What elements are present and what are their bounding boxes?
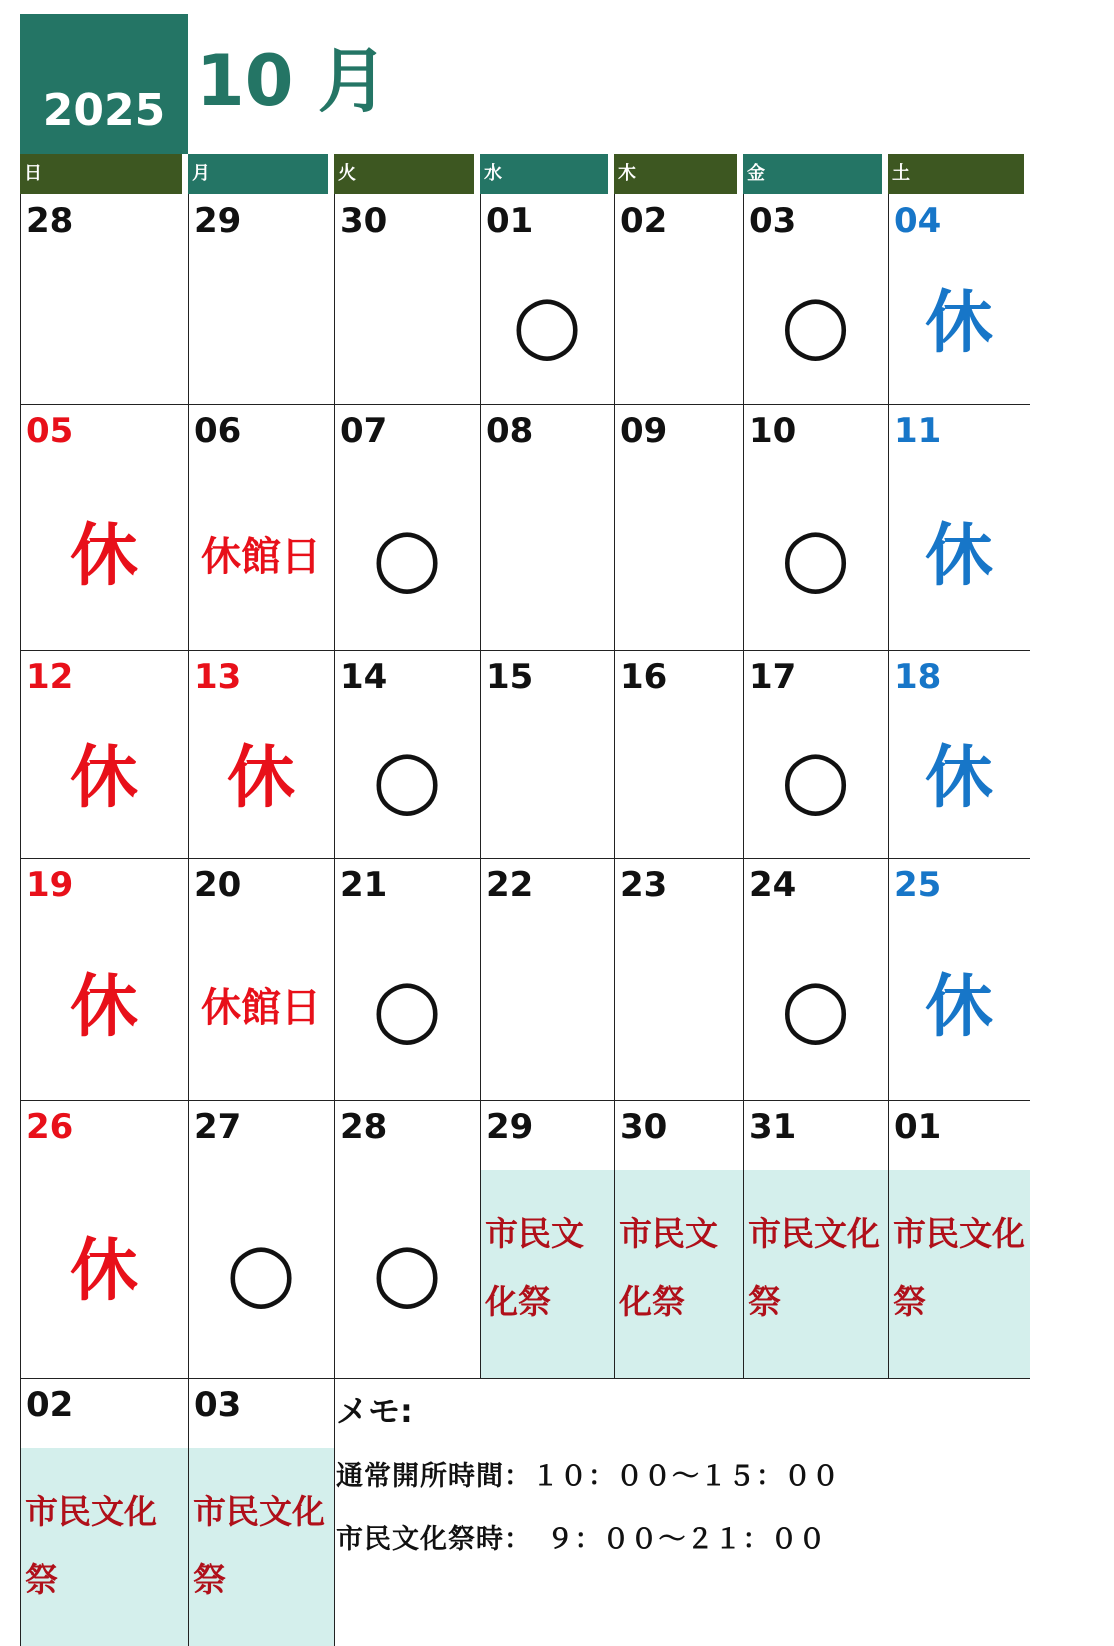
grid-line-vertical	[743, 194, 744, 1378]
day-number: 26	[26, 1107, 74, 1147]
memo-section	[336, 1386, 1036, 1556]
open-mark: ○	[780, 961, 851, 1054]
library-closed-label: 休館日	[201, 985, 321, 1031]
day-cell	[743, 650, 888, 858]
day-number: 14	[340, 657, 388, 697]
day-cell	[614, 858, 743, 1100]
day-number: 17	[749, 657, 797, 697]
closed-mark: 休	[69, 517, 138, 596]
event-label: 市民文化祭	[25, 1492, 157, 1599]
grid-line-vertical	[188, 1378, 189, 1646]
day-number: 28	[340, 1107, 388, 1147]
day-number: 07	[340, 411, 388, 451]
open-mark: ○	[372, 732, 442, 825]
day-cell	[334, 194, 480, 404]
open-mark: ○	[512, 277, 582, 370]
day-number: 16	[620, 657, 668, 697]
open-mark: ○	[226, 1225, 296, 1318]
memo-title: メモ:	[336, 1392, 413, 1430]
open-mark: ○	[372, 961, 442, 1054]
day-number: 03	[749, 201, 797, 241]
event-label: 市民文化祭	[619, 1214, 718, 1321]
day-cell	[480, 1100, 614, 1378]
grid-line-horizontal	[20, 1100, 1030, 1101]
closed-mark: 休	[924, 517, 993, 596]
day-number: 30	[620, 1107, 668, 1147]
day-cell	[188, 1378, 334, 1646]
grid-line-vertical	[20, 1378, 21, 1646]
grid-line-vertical	[480, 194, 481, 1378]
closed-mark: 休	[924, 284, 993, 363]
day-number: 09	[620, 411, 668, 451]
open-mark: ○	[780, 277, 851, 370]
day-number: 31	[749, 1107, 797, 1147]
closed-mark: 休	[924, 968, 993, 1047]
day-number: 22	[486, 865, 534, 905]
day-number: 25	[894, 865, 942, 905]
closed-mark: 休	[69, 968, 138, 1047]
day-cell	[888, 194, 1030, 404]
day-number: 15	[486, 657, 534, 697]
event-label: 市民文化祭	[485, 1214, 584, 1321]
day-cell	[614, 194, 743, 404]
day-cell	[20, 1378, 188, 1646]
day-number: 01	[894, 1107, 942, 1147]
day-number: 02	[620, 201, 668, 241]
grid-line-horizontal	[20, 1378, 1030, 1379]
day-cell	[743, 404, 888, 650]
open-mark: ○	[372, 510, 442, 603]
day-number: 10	[749, 411, 797, 451]
day-number: 03	[194, 1385, 242, 1425]
weekday-header-3: 水	[480, 154, 608, 194]
day-cell	[888, 1100, 1030, 1378]
weekday-header-2: 火	[334, 154, 474, 194]
day-cell	[480, 858, 614, 1100]
day-number: 21	[340, 865, 388, 905]
year-label: 2025	[42, 85, 166, 136]
day-cell	[188, 858, 334, 1100]
day-number: 05	[26, 411, 74, 451]
day-number: 08	[486, 411, 534, 451]
open-mark: ○	[780, 510, 851, 603]
day-cell	[20, 1100, 188, 1378]
grid-line-horizontal	[20, 650, 1030, 651]
open-mark: ○	[372, 1225, 442, 1318]
grid-line-vertical	[334, 194, 335, 1378]
day-cell	[334, 404, 480, 650]
day-cell	[743, 1100, 888, 1378]
weekday-header-5: 金	[743, 154, 882, 194]
day-number: 23	[620, 865, 668, 905]
day-cell	[20, 194, 188, 404]
grid-line-vertical	[614, 194, 615, 1378]
library-closed-label: 休館日	[201, 534, 321, 580]
memo-line-festival-hours: 市民文化祭時： ９：００～２１：００	[336, 1524, 827, 1555]
weekday-header-6: 土	[888, 154, 1024, 194]
grid-line-horizontal	[20, 404, 1030, 405]
grid-line-horizontal	[20, 858, 1030, 859]
day-number: 01	[486, 201, 534, 241]
day-number: 11	[894, 411, 942, 451]
closed-mark: 休	[69, 739, 138, 818]
day-number: 28	[26, 201, 74, 241]
day-cell	[188, 1100, 334, 1378]
day-cell	[614, 404, 743, 650]
day-cell	[20, 404, 188, 650]
weekday-header-4: 木	[614, 154, 737, 194]
day-cell	[334, 858, 480, 1100]
day-number: 30	[340, 201, 388, 241]
day-number: 18	[894, 657, 942, 697]
event-label: 市民文化祭	[193, 1492, 325, 1599]
day-cell	[743, 858, 888, 1100]
memo-line-regular-hours: 通常開所時間：１０：００～１５：００	[336, 1461, 840, 1492]
open-mark: ○	[780, 732, 851, 825]
day-number: 12	[26, 657, 74, 697]
weekday-header-1: 月	[188, 154, 328, 194]
day-cell	[20, 858, 188, 1100]
day-cell	[743, 194, 888, 404]
day-cell	[614, 1100, 743, 1378]
day-number: 06	[194, 411, 242, 451]
event-label: 市民文化祭	[748, 1214, 880, 1321]
day-number: 29	[194, 201, 242, 241]
day-cell	[480, 194, 614, 404]
closed-mark: 休	[924, 739, 993, 818]
day-number: 29	[486, 1107, 534, 1147]
month-title: 10 月	[196, 40, 388, 122]
day-cell	[334, 650, 480, 858]
day-cell	[888, 404, 1030, 650]
weekday-header-0: 日	[20, 154, 182, 194]
day-cell	[20, 650, 188, 858]
grid-line-vertical	[888, 194, 889, 1378]
day-number: 02	[26, 1385, 74, 1425]
grid-line-vertical	[188, 194, 189, 1378]
day-cell	[334, 1100, 480, 1378]
day-number: 04	[894, 201, 942, 241]
day-number: 19	[26, 865, 74, 905]
closed-mark: 休	[226, 739, 295, 818]
day-number: 13	[194, 657, 242, 697]
day-number: 24	[749, 865, 797, 905]
day-number: 27	[194, 1107, 242, 1147]
day-cell	[188, 404, 334, 650]
day-cell	[188, 650, 334, 858]
day-cell	[888, 858, 1030, 1100]
day-cell	[480, 404, 614, 650]
year-box	[20, 14, 188, 154]
day-number: 20	[194, 865, 242, 905]
grid-line-vertical	[334, 1378, 335, 1646]
day-cell	[188, 194, 334, 404]
event-label: 市民文化祭	[893, 1214, 1025, 1321]
day-cell	[888, 650, 1030, 858]
closed-mark: 休	[69, 1232, 138, 1311]
day-cell	[480, 650, 614, 858]
grid-line-vertical	[20, 194, 21, 1378]
day-cell	[614, 650, 743, 858]
